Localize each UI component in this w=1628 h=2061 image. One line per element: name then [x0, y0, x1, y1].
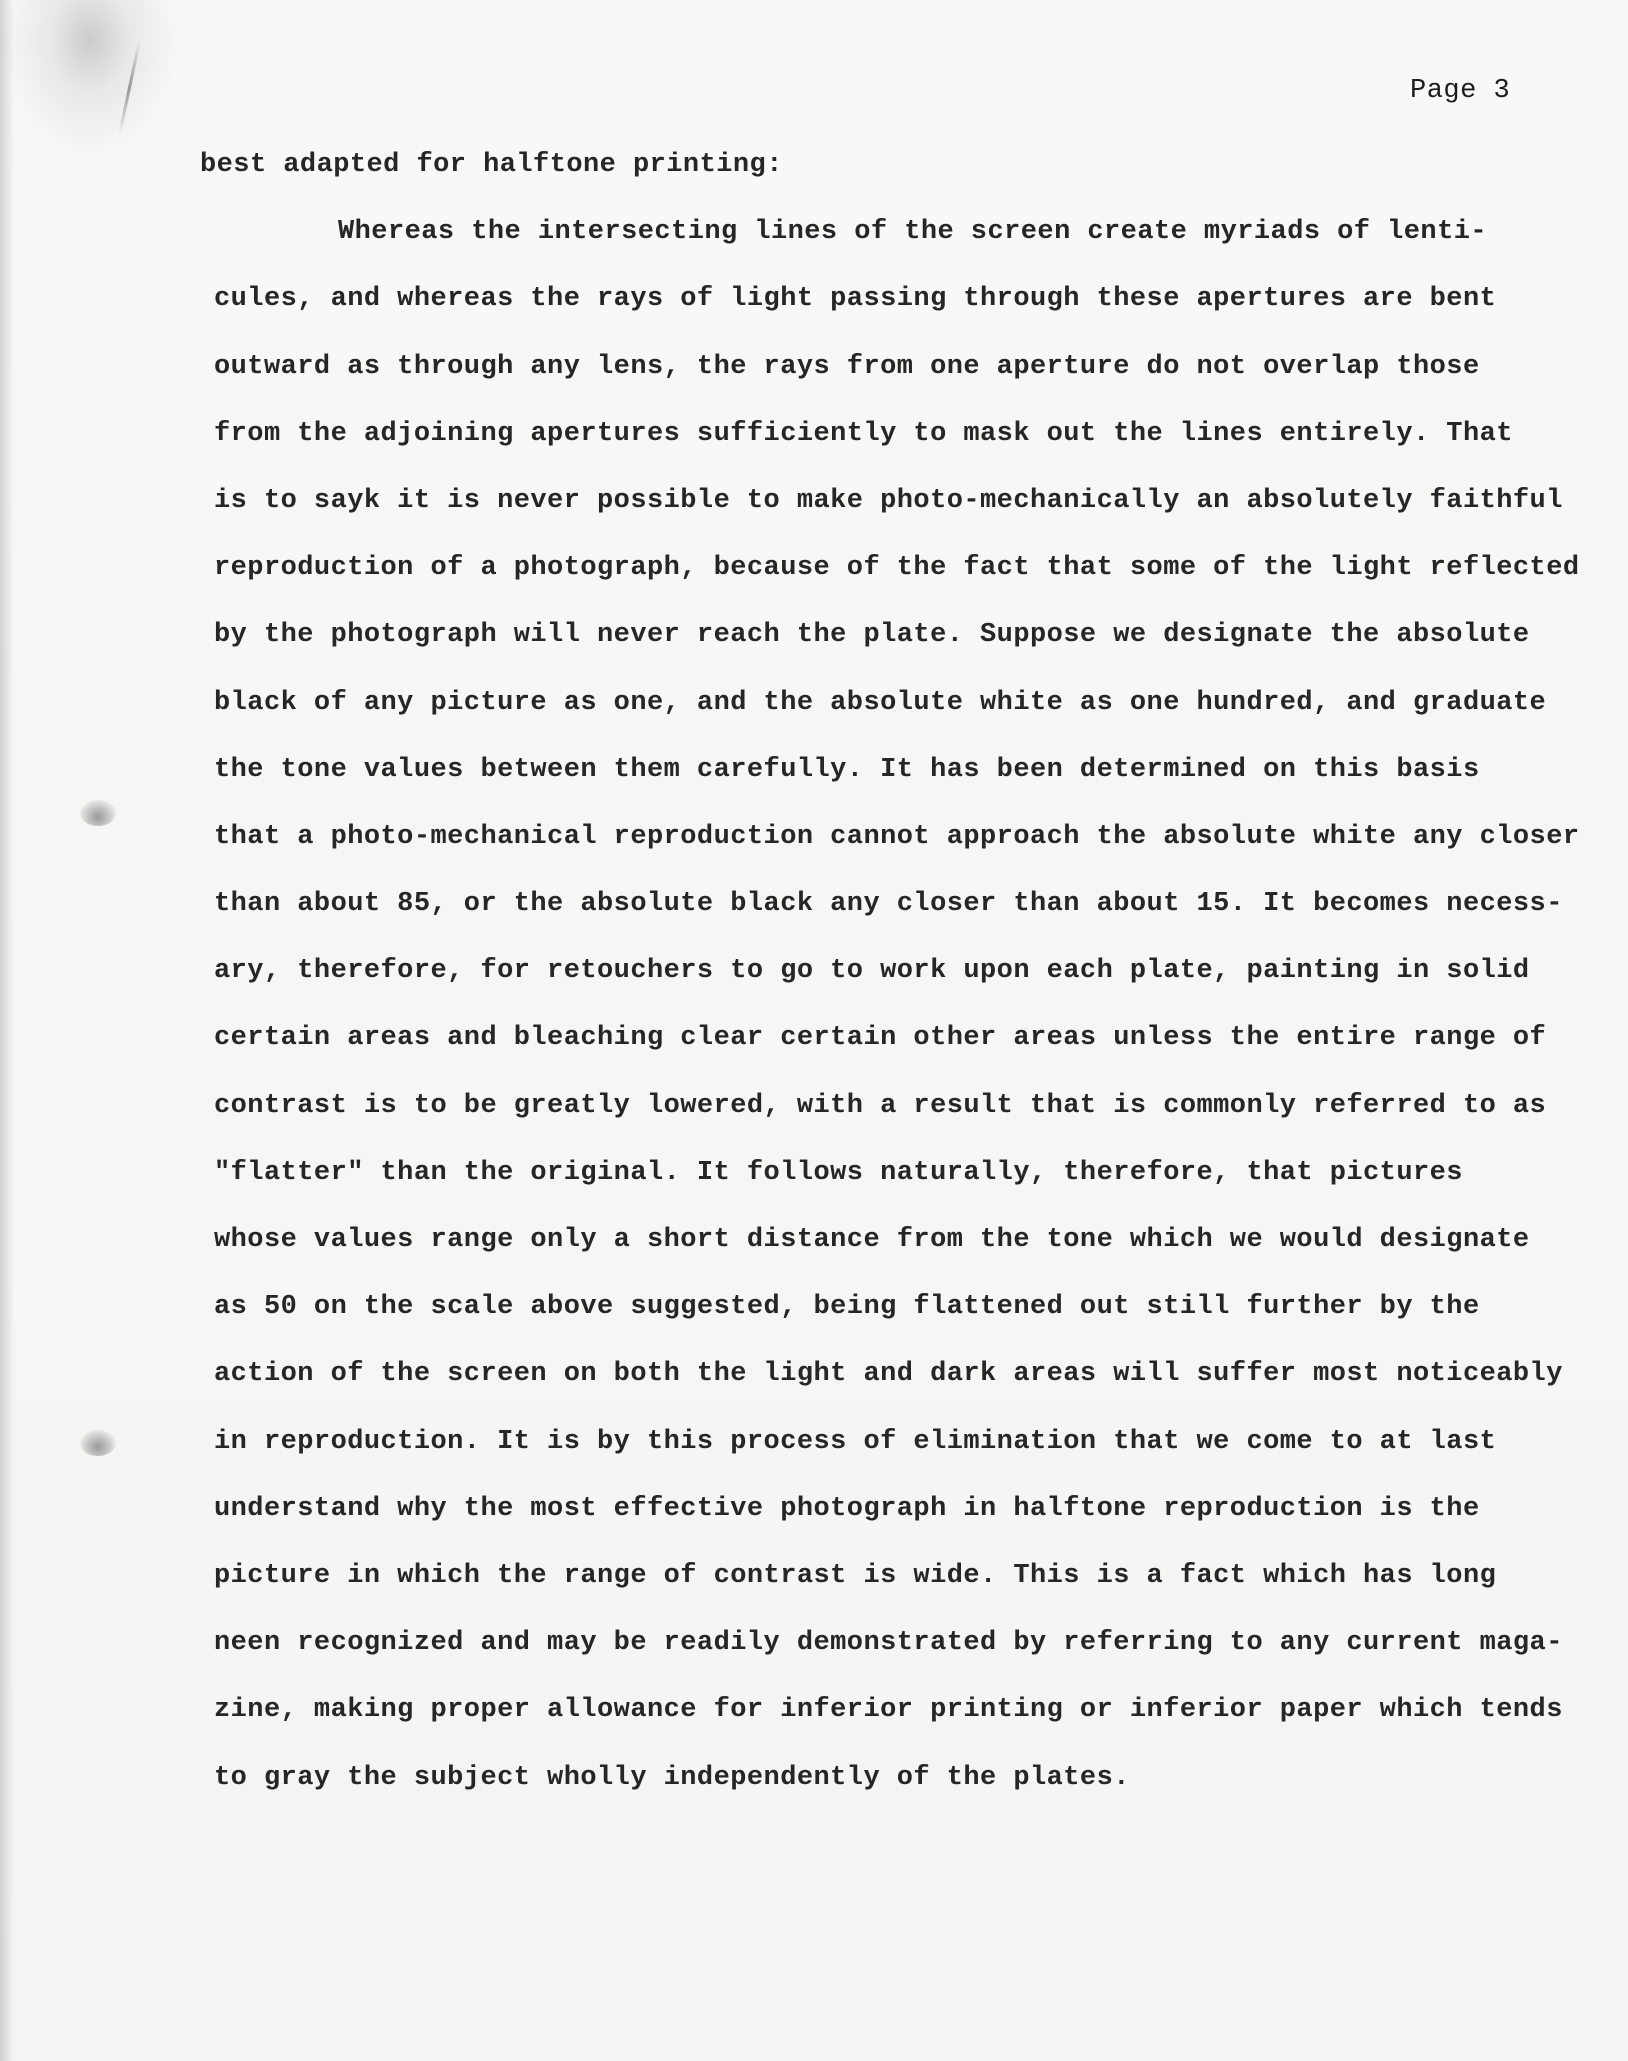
- text-line-23: neen recognized and may be readily demonstrated by referring to any current maga-: [214, 1628, 1563, 1659]
- text-line-3: cules, and whereas the rays of light passing through these apertures are bent: [214, 284, 1497, 315]
- page-number: Page 3: [1410, 76, 1511, 106]
- text-line-8: by the photograph will never reach the plate. Suppose we designate the absolute: [214, 620, 1530, 651]
- text-line-25: to gray the subject wholly independently of the plates.: [214, 1762, 1130, 1793]
- punch-hole-lower: [80, 1430, 116, 1456]
- text-line-21: understand why the most effective photograph in halftone reproduction is the: [214, 1493, 1480, 1524]
- text-line-5: from the adjoining apertures sufficiently to mask out the lines entirely. That: [214, 418, 1513, 449]
- text-line-11: that a photo-mechanical reproduction cannot approach the absolute white any closer: [214, 821, 1580, 852]
- text-line-13: ary, therefore, for retouchers to go to work upon each plate, painting in solid: [214, 956, 1530, 987]
- text-line-16: "flatter" than the original. It follows naturally, therefore, that pictures: [214, 1157, 1463, 1188]
- text-line-7: reproduction of a photograph, because of the fact that some of the light reflected: [214, 553, 1580, 584]
- text-line-15: contrast is to be greatly lowered, with a result that is commonly referred to as: [214, 1090, 1547, 1121]
- text-line-19: action of the screen on both the light and dark areas will suffer most noticeably: [214, 1359, 1563, 1390]
- text-line-17: whose values range only a short distance from the tone which we would designate: [214, 1225, 1530, 1255]
- text-line-2: Whereas the intersecting lines of the screen create myriads of lenti-: [338, 217, 1488, 248]
- page-edge-shadow: [0, 0, 14, 2061]
- paper-crease-mark: [118, 41, 141, 135]
- text-line-12: than about 85, or the absolute black any closer than about 15. It becomes necess-: [214, 889, 1563, 920]
- text-line-10: the tone values between them carefully. It has been determined on this basis: [214, 754, 1480, 785]
- text-line-4: outward as through any lens, the rays from one aperture do not overlap those: [214, 351, 1480, 382]
- text-line-24: zine, making proper allowance for inferior printing or inferior paper which tends: [214, 1695, 1563, 1726]
- text-line-6: is to sayk it is never possible to make photo-mechanically an absolutely faithful: [214, 485, 1563, 516]
- text-line-9: black of any picture as one, and the absolute white as one hundred, and graduate: [214, 687, 1547, 718]
- text-line-14: certain areas and bleaching clear certain other areas unless the entire range of: [214, 1023, 1547, 1054]
- text-line-20: in reproduction. It is by this process of elimination that we come to at last: [214, 1426, 1497, 1457]
- punch-hole-upper: [80, 800, 116, 826]
- text-line-22: picture in which the range of contrast is wide. This is a fact which has long: [214, 1560, 1497, 1591]
- text-line-18: as 50 on the scale above suggested, being flattened out still further by the: [214, 1292, 1480, 1323]
- body-text: [200, 140, 1604, 1820]
- text-line-1: best adapted for halftone printing:: [200, 150, 783, 180]
